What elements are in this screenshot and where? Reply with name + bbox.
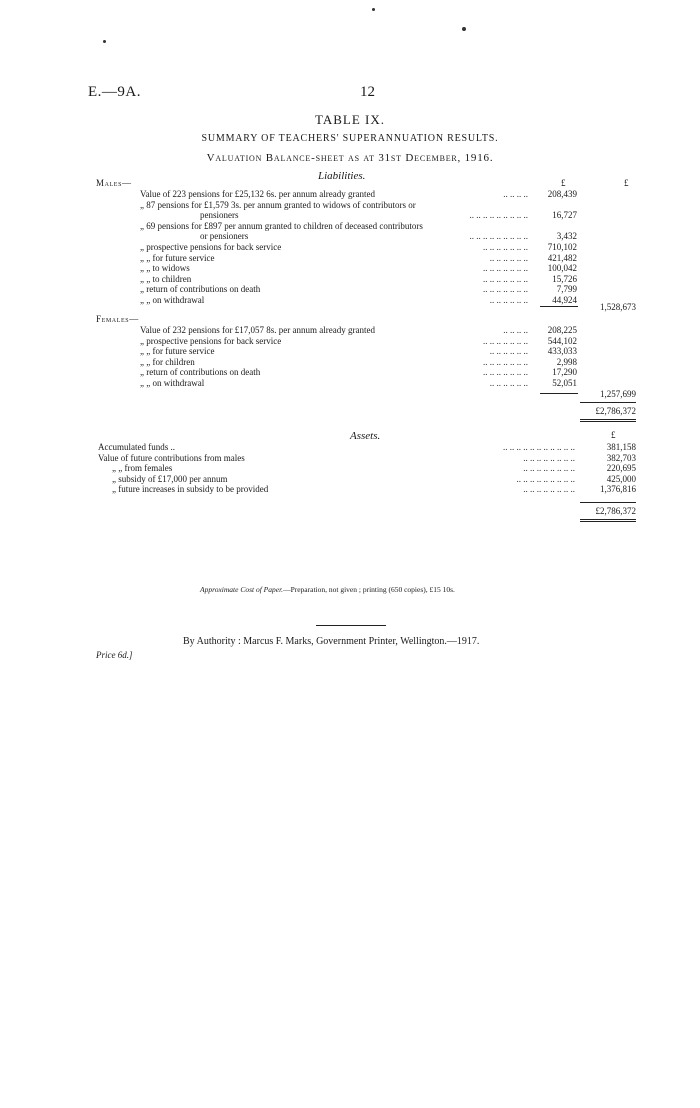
assets-row-value: 425,000 [606,473,636,484]
males-label: Males— [96,178,132,188]
females-row-value: 433,033 [547,346,577,357]
grand-total-rule-bottom-2 [580,421,636,422]
assets-row-label: Value of future contributions from males [98,452,245,463]
leader-dots: .. .. .. .. .. .. .. [483,273,528,284]
males-row-value: 100,042 [547,263,577,274]
assets-row-value: 1,376,816 [600,484,636,495]
males-row [0,210,700,220]
assets-row-label: Accumulated funds .. [98,442,175,452]
males-row-label: „ return of contributions on death [140,284,261,295]
females-row [0,325,700,335]
price-note: Price 6d.] [96,650,133,660]
males-row-label: pensioners [200,210,239,221]
assets-row [0,453,700,463]
col1-currency: £ [561,178,566,188]
footer-divider [316,625,386,626]
females-row [0,346,700,356]
males-row-value: 421,482 [547,252,577,263]
males-row-label: „ 87 pensions for £1,579 3s. per annum granted to widows of contributors or [140,199,416,210]
males-row [0,189,700,199]
females-row-label: „ „ on withdrawal [140,378,205,388]
leader-dots: .. .. .. .. .. .. .. .. .. [469,210,528,221]
assets-row-label: „ future increases in subsidy to be provided [112,484,269,495]
assets-row-value: 220,695 [606,463,636,474]
leader-dots: .. .. .. .. .. .. .. .. .. [516,473,575,484]
males-row-label: „ „ to widows [140,263,190,274]
males-total: 1,528,673 [600,302,636,312]
leader-dots: .. .. .. .. .. .. [489,346,528,357]
females-row-value: 544,102 [547,335,577,346]
males-row [0,284,700,294]
assets-row [0,484,700,494]
leader-dots: .. .. .. .. .. .. .. [483,356,528,367]
scan-speck [462,27,466,31]
males-row [0,274,700,284]
males-row-value: 16,727 [552,210,577,221]
males-row-label: „ „ on withdrawal [140,295,205,305]
leader-dots: .. .. .. .. .. .. .. [483,367,528,378]
females-row-label: „ return of contributions on death [140,367,261,378]
assets-total-rule-bottom-2 [580,521,636,522]
females-row-value: 208,225 [547,325,577,335]
males-row-value: 15,726 [552,273,577,284]
males-row-value: 7,799 [556,284,577,295]
assets-total-rule-top [580,502,636,503]
leader-dots: .. .. .. .. .. .. .. [483,284,528,295]
males-row-label: Value of 223 pensions for £25,132 6s. per annum already granted [140,189,375,199]
leader-dots: .. .. .. .. [503,189,528,199]
leader-dots: .. .. .. .. .. .. [489,378,528,388]
males-row-value: 710,102 [547,242,577,252]
scan-speck [103,40,106,43]
assets-row [0,463,700,473]
males-row-label: „ „ to children [140,273,192,284]
males-row-label: „ „ for future service [140,252,215,263]
leader-dots: .. .. .. .. .. .. .. [483,263,528,274]
males-row [0,253,700,263]
males-subtotal-rule [540,306,578,307]
leader-dots: .. .. .. .. .. .. .. [483,335,528,346]
males-row [0,263,700,273]
assets-heading: Assets. [350,430,381,442]
females-row-label: Value of 232 pensions for £17,057 8s. per annum already granted [140,325,375,335]
assets-row [0,474,700,484]
assets-row-label: „ subsidy of £17,000 per annum [112,473,228,484]
grand-total-rule-top [580,402,636,403]
assets-row-label: „ „ from females [112,463,173,474]
scan-speck [372,8,375,11]
leader-dots: .. .. .. .. [503,325,528,335]
liabilities-grand-total: £2,786,372 [595,406,636,416]
males-row-value: 3,432 [556,231,577,242]
assets-row [0,442,700,452]
leader-dots: .. .. .. .. .. .. .. [483,242,528,252]
females-row-value: 52,051 [552,378,577,388]
females-label: Females— [96,314,139,324]
leader-dots: .. .. .. .. .. .. .. .. [523,484,575,495]
grand-total-rule-bottom [580,419,636,420]
table-title: TABLE IX. [314,112,386,127]
females-row [0,357,700,367]
leader-dots: .. .. .. .. .. .. .. .. .. [469,231,528,242]
females-row-label: „ „ for children [140,356,195,367]
females-total: 1,257,699 [600,389,636,399]
males-row-label: „ 69 pensions for £897 per annum granted to children of deceased contributors [140,220,423,231]
males-row [0,242,700,252]
main-title: SUMMARY OF TEACHERS' SUPERANNUATION RESULTS. [201,133,499,144]
males-row-value: 44,924 [552,295,577,305]
males-row [0,231,700,241]
leader-dots: .. .. .. .. .. .. .. .. [523,463,575,474]
cost-note-text: —Preparation, not given ; printing (650 copies), £15 10s. [283,585,455,594]
assets-total: £2,786,372 [595,506,636,516]
males-row-label: „ prospective pensions for back service [140,242,282,252]
leader-dots: .. .. .. .. .. .. .. .. .. .. .. [503,442,575,452]
males-row-label: or pensioners [200,231,249,242]
assets-row-value: 381,158 [606,442,636,452]
males-row [0,221,700,231]
leader-dots: .. .. .. .. .. .. .. .. [523,452,575,463]
printer-authority: By Authority : Marcus F. Marks, Government Printer, Wellington.—1917. [183,636,480,647]
leader-dots: .. .. .. .. .. .. [489,295,528,305]
females-row [0,336,700,346]
assets-total-rule-bottom [580,519,636,520]
males-row [0,200,700,210]
subtitle: Valuation Balance-sheet as at 31st December, 1916. [206,152,494,164]
assets-currency: £ [611,430,616,440]
females-row-label: „ prospective pensions for back service [140,335,282,346]
females-row-value: 17,290 [552,367,577,378]
document-reference: E.—9A. [88,84,141,100]
females-row [0,378,700,388]
col2-currency: £ [624,178,629,188]
females-subtotal-rule [540,393,578,394]
liabilities-heading: Liabilities. [318,170,366,182]
leader-dots: .. .. .. .. .. .. [489,252,528,263]
females-row-value: 2,998 [556,356,577,367]
cost-note-label: Approximate Cost of Paper. [200,585,284,594]
females-row [0,367,700,377]
page-number: 12 [360,84,375,100]
females-row-label: „ „ for future service [140,346,215,357]
assets-row-value: 382,703 [606,452,636,463]
cost-note [200,585,455,594]
males-row-value: 208,439 [547,189,577,199]
